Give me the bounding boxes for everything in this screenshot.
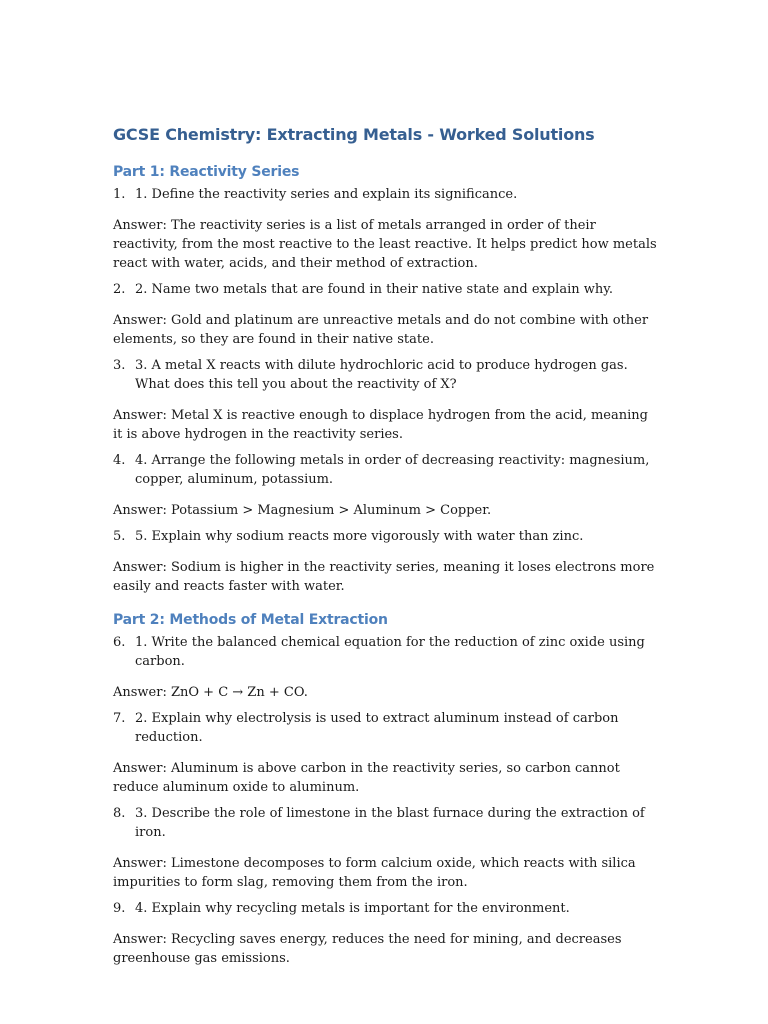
question-number: 4. <box>113 453 126 468</box>
question-text: 2. Name two metals that are found in their native state and explain why. <box>135 282 613 297</box>
question-text: 3. A metal X reacts with dilute hydrochloric acid to produce hydrogen gas. What does this tell you about the reactivity of X? <box>135 358 628 392</box>
question-number: 1. <box>113 187 126 202</box>
question-item <box>113 451 658 489</box>
answer-text: Answer: Limestone decomposes to form calcium oxide, which reacts with silica impurities to form slag, removing them from the iron. <box>113 856 636 890</box>
answer-text: Answer: Aluminum is above carbon in the reactivity series, so carbon cannot reduce aluminum oxide to aluminum. <box>113 761 620 795</box>
answer-text: Answer: Sodium is higher in the reactivity series, meaning it loses electrons more easily and reacts faster with water. <box>113 560 655 594</box>
question-text: 3. Describe the role of limestone in the blast furnace during the extraction of iron. <box>135 806 645 840</box>
question-text: 5. Explain why sodium reacts more vigorously with water than zinc. <box>135 529 584 544</box>
question-number: 7. <box>113 711 126 726</box>
answer-text: Answer: ZnO + C → Zn + CO. <box>113 685 308 700</box>
question-text: 4. Arrange the following metals in order of decreasing reactivity: magnesium, copper, aluminum, potassium. <box>135 453 650 487</box>
question-item <box>113 804 658 842</box>
question-number: 6. <box>113 635 126 650</box>
question-item <box>113 356 658 394</box>
section-heading-part-1: Part 1: Reactivity Series <box>113 164 300 180</box>
question-text: 4. Explain why recycling metals is important for the environment. <box>135 901 570 916</box>
question-item <box>113 185 658 204</box>
document-page <box>113 123 658 975</box>
question-number: 8. <box>113 806 126 821</box>
answer-text: Answer: Potassium > Magnesium > Aluminum > Copper. <box>113 503 492 518</box>
answer-text: Answer: Recycling saves energy, reduces the need for mining, and decreases greenhouse gas emissions. <box>113 932 622 966</box>
question-number: 2. <box>113 282 126 297</box>
section-heading-part-2: Part 2: Methods of Metal Extraction <box>113 612 388 628</box>
question-item <box>113 633 658 671</box>
answer-text: Answer: Metal X is reactive enough to displace hydrogen from the acid, meaning it is above hydrogen in the reactivity series. <box>113 408 648 442</box>
answer-text: Answer: Gold and platinum are unreactive metals and do not combine with other elements, so they are found in their native state. <box>113 313 649 347</box>
document-title: GCSE Chemistry: Extracting Metals - Worked Solutions <box>113 125 595 144</box>
question-number: 9. <box>113 901 126 916</box>
question-item <box>113 709 658 747</box>
question-item <box>113 280 658 299</box>
question-number: 5. <box>113 529 126 544</box>
question-text: 1. Define the reactivity series and explain its significance. <box>135 187 518 202</box>
question-text: 1. Write the balanced chemical equation for the reduction of zinc oxide using carbon. <box>135 635 645 669</box>
answer-text: Answer: The reactivity series is a list of metals arranged in order of their reactivity, from the most reactive to the least reactive. It helps predict how metals react with water, acids, and their method of extraction. <box>113 218 657 271</box>
question-text: 2. Explain why electrolysis is used to extract aluminum instead of carbon reduction. <box>135 711 619 745</box>
question-number: 3. <box>113 358 126 373</box>
question-item <box>113 527 658 546</box>
question-item <box>113 899 658 918</box>
